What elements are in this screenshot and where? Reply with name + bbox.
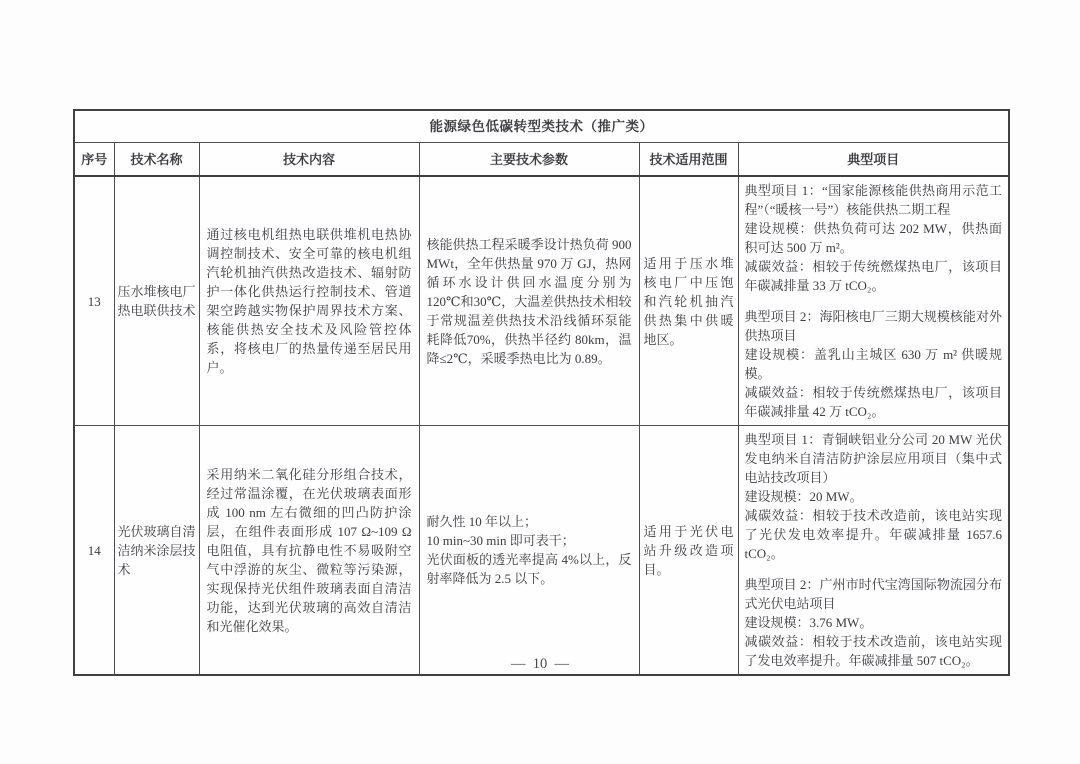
column-header-tech-content: 技术内容 <box>199 143 419 177</box>
typical-projects-cell <box>738 426 1009 676</box>
tech-name-cell: 光伏玻璃自清洁纳米涂层技术 <box>114 426 199 676</box>
parameter-line: 耐久性 10 年以上； <box>426 514 538 529</box>
project-line: 典型项目 2：海阳核电厂三期大规模核能对外供热项目 <box>744 309 1002 343</box>
tech-name-cell: 压水堆核电厂热电联供技术 <box>114 176 199 426</box>
project-line: 减碳效益：相较于传统燃煤热电厂，该项目年碳减排量 42 万 tCO₂。 <box>744 385 1002 419</box>
table-row <box>74 426 1009 676</box>
tech-scope-cell: 适用于压水堆核电厂中压饱和汽轮机抽汽供热集中供暖地区。 <box>639 176 738 426</box>
tech-scope-cell: 适用于光伏电站升级改造项目。 <box>639 426 738 676</box>
tech-content-cell: 通过核电机组热电联供堆机电热协调控制技术、安全可靠的核电机组汽轮机抽汽供热改造技术、辐射防护一体化供热运行控制技术、管道架空跨越实物保护周界技术方案、核能供热安全技术及风险管控体系，将核电厂的热量传递至居民用户。 <box>199 176 419 426</box>
column-header-tech-scope: 技术适用范围 <box>639 143 738 177</box>
row-number: 13 <box>74 176 114 426</box>
project-line: 典型项目 2：广州市时代宝湾国际物流园分布式光伏电站项目 <box>744 577 1002 611</box>
row-number: 14 <box>74 426 114 676</box>
tech-parameters-cell <box>419 426 639 676</box>
parameter-line: 核能供热工程采暖季设计热负荷 900 MWt，全年供热量 970 万 GJ，热网循环水设计供回水温度分别为 120℃和30℃，大温差供热技术相较于常规温差供热技术沿线循环泵能耗降低70%，供热半径约 80km，温降≤2℃，采暖季热电比为 0.89。 <box>426 236 632 366</box>
column-header-no: 序号 <box>74 143 114 177</box>
project-line: 减碳效益：相较于技术改造前，该电站实现了发电效率提升。年碳减排量 507 tCO₂。 <box>744 634 1002 668</box>
parameter-line: 光伏面板的透光率提高 4%以上，反射率降低为 2.5 以下。 <box>426 552 632 586</box>
project-line: 减碳效益：相较于技术改造前，该电站实现了光伏发电效率提升。年碳减排量 1657.6 tCO₂。 <box>744 508 1002 561</box>
table-title: 能源绿色低碳转型类技术（推广类） <box>74 110 1009 143</box>
column-header-tech-parameters: 主要技术参数 <box>419 143 639 177</box>
project-line: 减碳效益：相较于传统燃煤热电厂，该项目年碳减排量 33 万 tCO₂。 <box>744 259 1002 293</box>
typical-projects-cell <box>738 176 1009 426</box>
technology-table <box>73 109 1010 676</box>
project-line: 建设规模：供热负荷可达 202 MW，供热面积可达 500 万 m²。 <box>744 221 1002 255</box>
table-row <box>74 176 1009 426</box>
project-line: 建设规模：3.76 MW。 <box>744 615 873 630</box>
column-header-typical-projects: 典型项目 <box>738 143 1009 177</box>
parameter-line: 10 min~30 min 即可表干； <box>426 533 575 548</box>
column-header-tech-name: 技术名称 <box>114 143 199 177</box>
page-number: — 10 — <box>511 656 569 672</box>
project-line: 典型项目 1：“国家能源核能供热商用示范工程”（“暖核一号”）核能供热二期工程 <box>744 183 1002 217</box>
tech-content-cell: 采用纳米二氧化硅分形组合技术，经过常温涂覆，在光伏玻璃表面形成 100 nm 左右微细的凹凸防护涂层，在组件表面形成 107 Ω~109 Ω电阻值，具有抗静电性不易吸附空气中浮游的灰尘、微粒等污染源，实现保持光伏组件玻璃表面自清洁功能，达到光伏玻璃的高效自清洁和光催化效果。 <box>199 426 419 676</box>
project-line: 建设规模：盖乳山主城区 630 万 m² 供暖规模。 <box>744 347 1002 381</box>
project-line: 典型项目 1：青铜峡铝业分公司 20 MW 光伏发电纳米自清洁防护涂层应用项目（集中式电站技改项目） <box>744 432 1002 485</box>
project-line: 建设规模：20 MW。 <box>744 489 863 504</box>
tech-parameters-cell <box>419 176 639 426</box>
